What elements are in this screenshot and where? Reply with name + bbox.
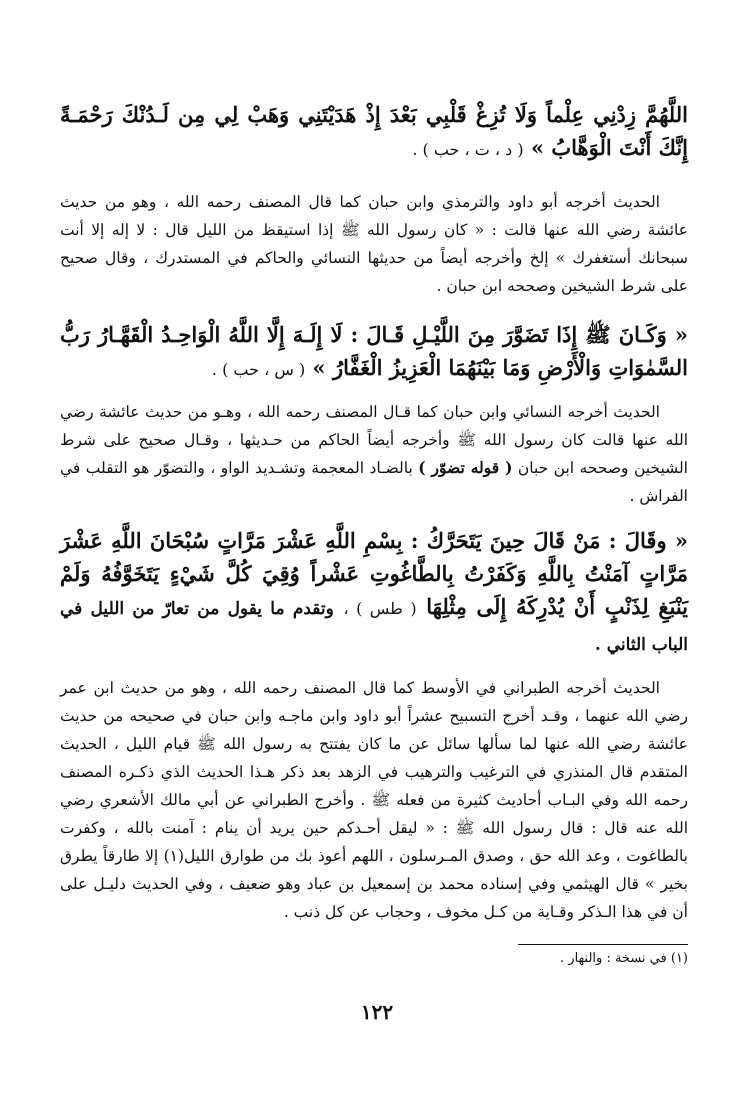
hadith-3-note: وتقدم ما يقول من تعارّ من الليل في الباب الثاني . [60,599,688,655]
hadith-3-reference: ( طس ) ، [343,599,417,618]
commentary-2-after: بالضـاد المعجمة وتشـديد الواو ، والتضوّر هو التقلب في الفراش . [60,459,688,505]
footnote-divider [518,944,688,945]
hadith-3 [60,524,688,662]
hadith-2-text: « وَكَـانَ ﷺ إِذَا تَضَوَّرَ مِنَ اللَّيْـلِ قَـالَ : لَا إِلَـهَ إِلَّا اللَّهُ الْوَاحِـدُ الْقَهَّـارُ رَبُّ السَّمٰوَاتِ وَالْأَرْضِ وَمَا بَيْنَهُمَا الْعَزِيزُ الْغَفَّارُ » [60,322,688,380]
hadith-1-text: اللَّهُمَّ زِدْنِي عِلْماً وَلَا تُزِغْ قَلْبِي بَعْدَ إِذْ هَدَيْتَنِي وَهَبْ لِي مِن لَـدُنْكَ رَحْمَـةً إِنَّكَ أَنْتَ الْوَهَّابُ » [60,102,688,160]
commentary-2-term: ( قوله تضوّر ) [418,458,513,477]
commentary-3: الحديث أخرجه الطبراني في الأوسط كما قال المصنف رحمه الله ، وهو من حديث ابن عمر رضي الله عنهما ، وقـد أخرج التسبيح عشراً أبو داود وابن ماجـه وابن حبان في صحيحه من حديث عائشة رضي الله عنها لما سألها سائل عن ما كان يفتتح به رسول الله ﷺ قيام الليل ، الحديث المتقدم قال المنذري في الترغيب والترهيب في الزهد بعد ذكر هـذا الحديث الذي ذكـره المصنف رحمه الله وفي البـاب أحاديث كثيرة من فعله ﷺ . وأخرج الطبراني عن أبي مالك الأشعري رضي الله عنه قال : قال رسول الله ﷺ : « ليقل أحـدكم حين يريد أن ينام : آمنت بالله ، وكفرت بالطاغوت ، وعد الله حق ، وصدق المـرسلون ، اللهم أعوذ بك من طوارق الليل(١) إلا طارقاً يطرق بخير » قال الهيثمي وفي إسناده محمد بن إسمعيل بن عباد وهو ضعيف ، وفي الحديث دليـل على أن في هذا الـذكر وقـاية من كـل مخوف ، وحجاب عن كل ذنب . [60,679,688,921]
commentary-2-before: الحديث أخرجه النسائي وابن حبان كما قـال المصنف رحمه الله ، وهـو من حديث عائشة رضي الله عنها قالت كان رسول الله ﷺ وأخرجه أيضاً الحاكم من حـديثها ، وقـال صحيح على شرط الشيخين وصححه ابن حبان [60,403,688,477]
hadith-2-reference: ( س ، حب ) . [211,360,306,379]
hadith-1-reference: ( د ، ت ، حب ) . [412,140,524,159]
hadith-2 [60,318,688,386]
commentary-1: الحديث أخرجه أبو داود والترمذي وابن حبان كما قال المصنف رحمه الله ، وهو من حديث عائشة رضي الله عنها قالت : « كان رسول الله ﷺ إذا استيقظ من الليل قال : لا إله إلا أنت سبحانك أستغفرك » إلخ وأخرجه أيضاً من حديثها النسائي والحاكم في المستدرك ، وقال صحيح على شرط الشيخين وصححه ابن حبان . [60,193,688,295]
page-number: ١٢٢ [360,1000,394,1024]
commentary-2 [60,398,688,510]
hadith-3-text: « وقَالَ : مَنْ قَالَ حِينَ يَتَحَرَّكُ : بِسْمِ اللَّهِ عَشْرَ مَرَّاتٍ سُبْحَانَ اللَّهِ عَشْرَ مَرَّاتٍ آمَنْتُ بِاللَّهِ وَكَفَرْتُ بِالطَّاغُوتِ عَشْراً وُقِيَ كُلَّ شَيْءٍ يَتَخَوَّفُهُ وَلَمْ يَنْبَغِ لِذَنْبٍ أَنْ يُدْرِكَهُ إِلَى مِثْلِهَا [60,528,689,619]
footnote: (١) في نسخة : والنهار . [560,951,688,966]
hadith-1 [60,98,688,166]
